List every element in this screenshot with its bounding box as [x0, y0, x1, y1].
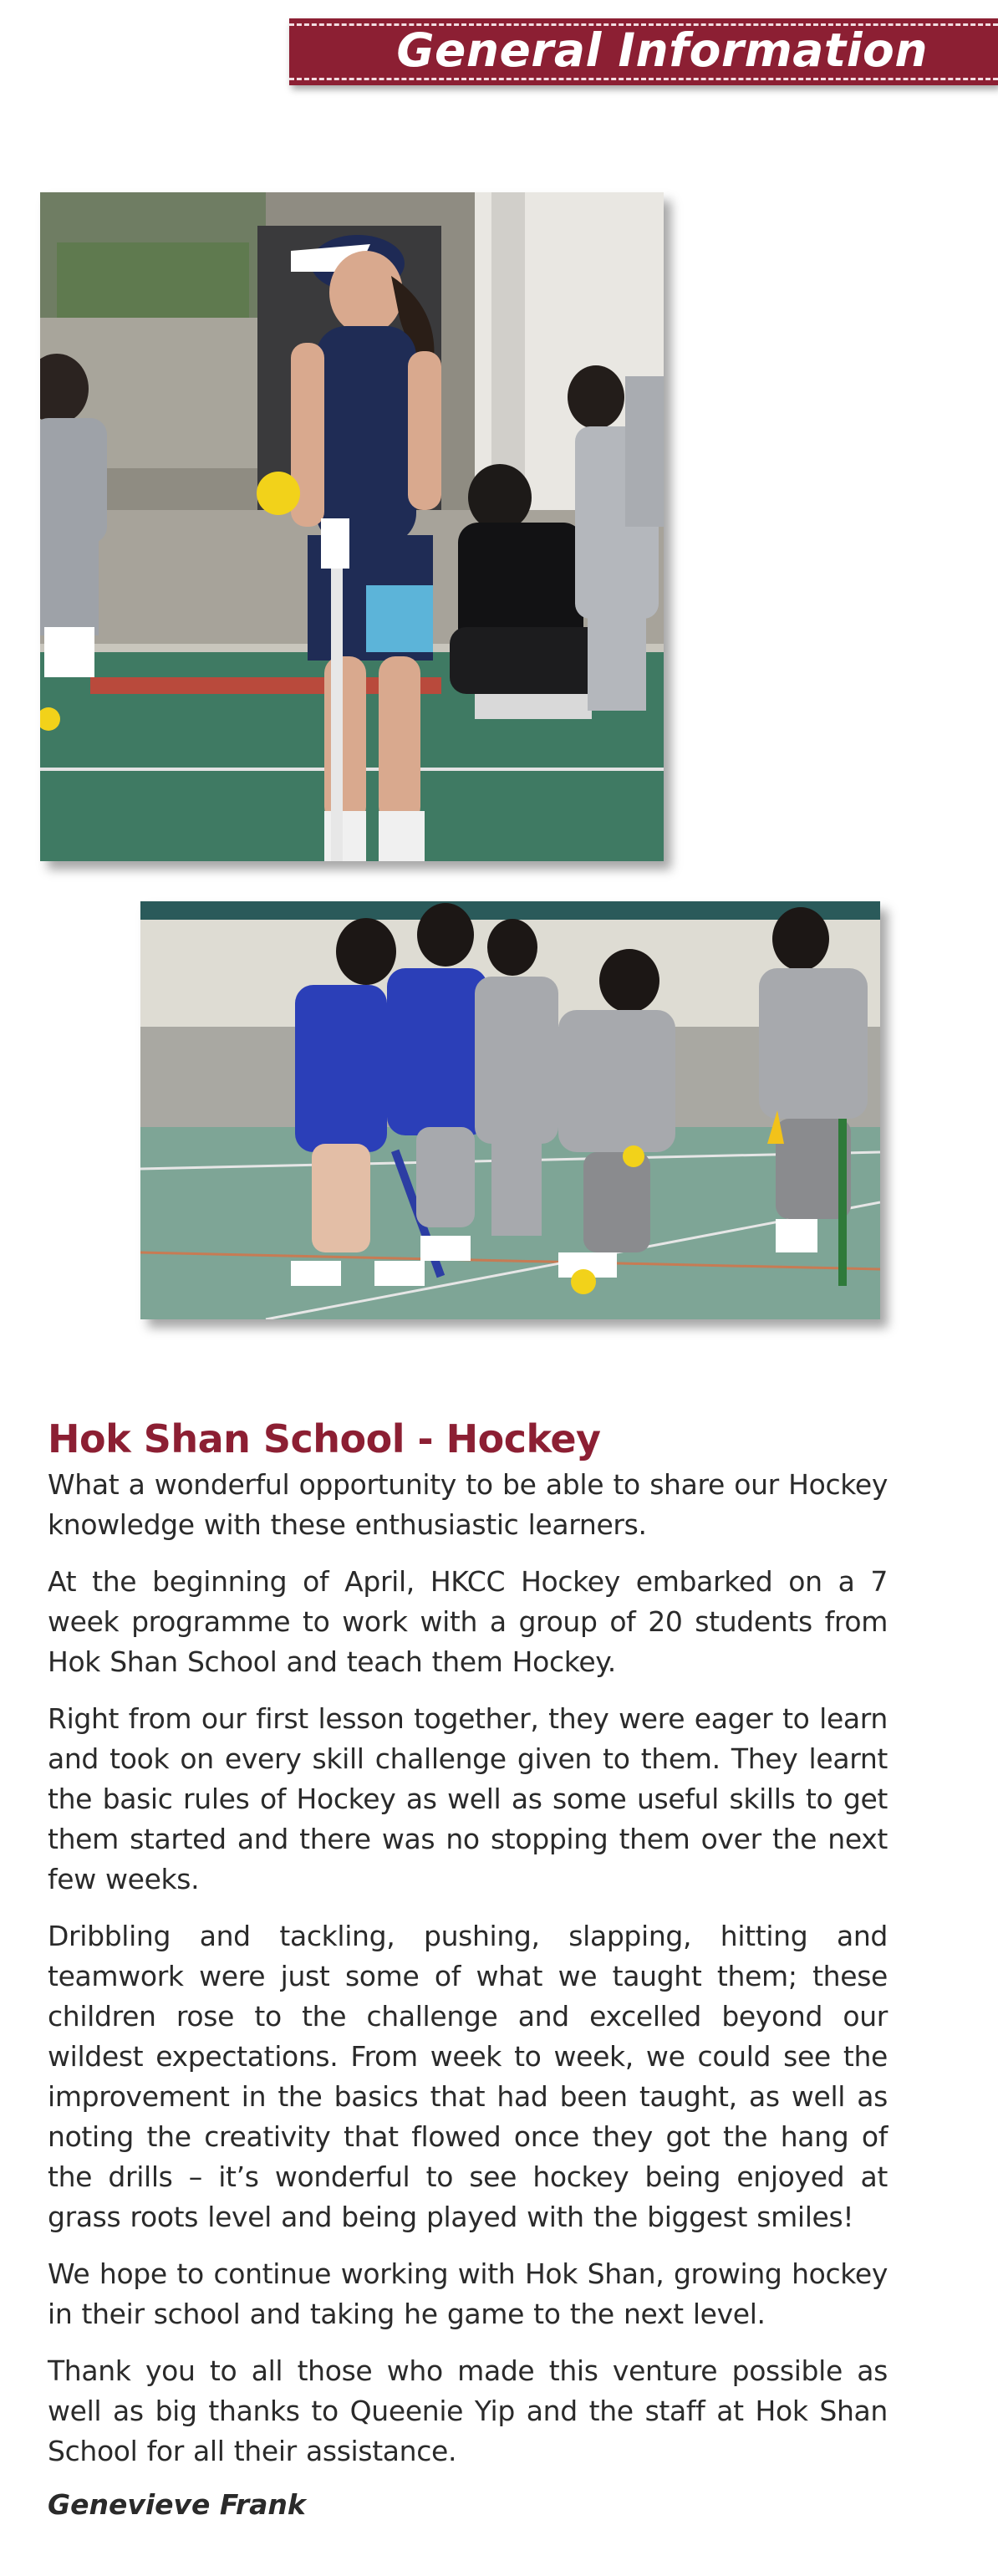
article-paragraph: Dribbling and tackling, pushing, slapping, hitting and teamwork were just some of what we taught them; these children rose to the challenge and excelled beyond our wildest expectations. From week to week, we could see the improvement in the basics that had been taught, as well as noting the creativity that flowed once they got the hang of the drills – it’s wonderful to see hockey being enjoyed at grass roots level and being played with the biggest smiles! — [48, 1920, 888, 2233]
article-paragraph: We hope to continue working with Hok Shan, growing hockey in their school and taking he game to the next level. — [48, 2257, 888, 2330]
article-paragraph: At the beginning of April, HKCC Hockey embarked on a 7 week programme to work with a group of 20 students from Hok Shan School and teach them Hockey. — [48, 1565, 888, 1678]
section-banner — [289, 18, 998, 85]
article-paragraph: What a wonderful opportunity to be able to share our Hockey knowledge with these enthusiastic learners. — [48, 1468, 888, 1541]
hockey-coach-photo — [40, 192, 664, 861]
article-title: Hok Shan School - Hockey — [48, 1416, 601, 1461]
section-title: General Information — [396, 23, 928, 77]
students-hockey-photo — [140, 901, 880, 1319]
article-paragraph: Thank you to all those who made this venture possible as well as big thanks to Queenie Yip and the staff at Hok Shan School for all their assistance. — [48, 2354, 888, 2467]
article-paragraph: Right from our first lesson together, they were eager to learn and took on every skill challenge given to them. They learnt the basic rules of Hockey as well as some useful skills to get them started and there was no stopping them over the next few weeks. — [48, 1702, 888, 1895]
students-hockey-illustration — [140, 901, 880, 1319]
article-author: Genevieve Frank — [48, 2488, 306, 2521]
hockey-coach-illustration — [40, 192, 664, 861]
article — [48, 1416, 888, 2521]
